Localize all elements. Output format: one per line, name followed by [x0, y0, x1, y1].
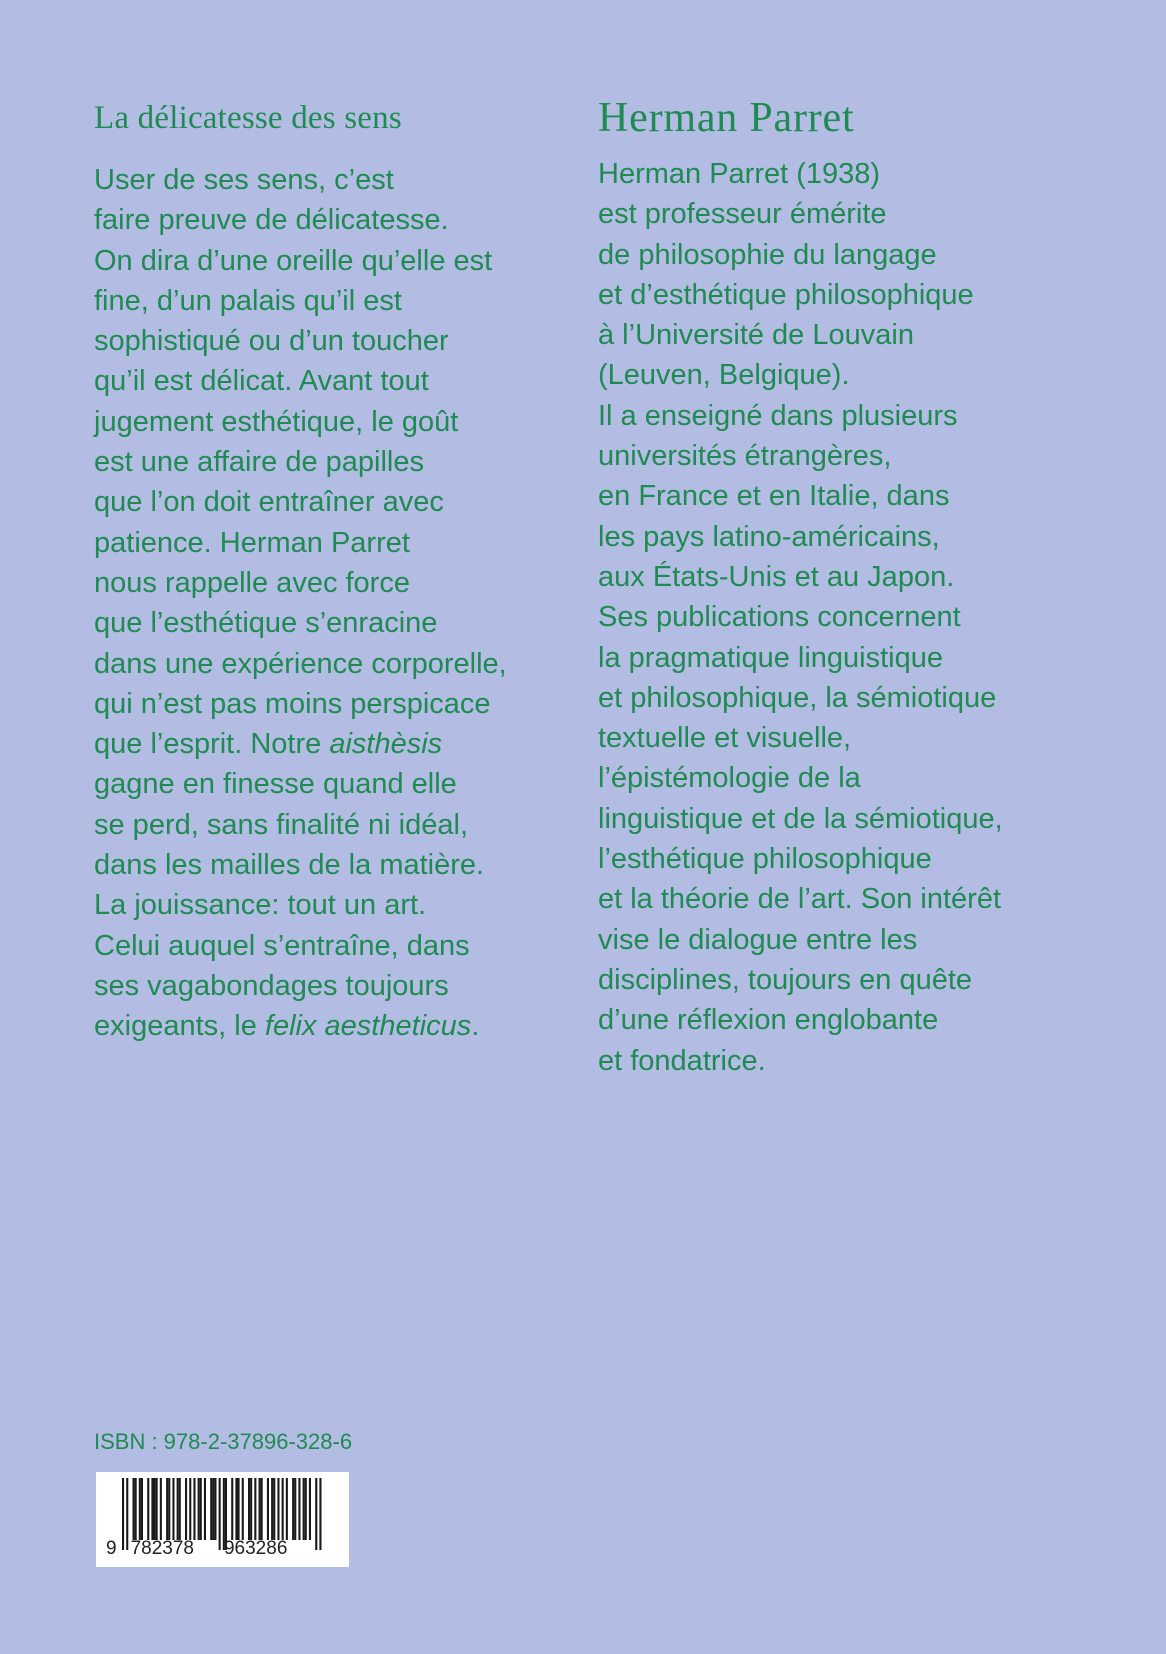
bio-line: Ses publications concernent: [598, 601, 961, 634]
barcode-bar: [212, 1478, 214, 1540]
bio-line: est professeur émérite: [598, 198, 887, 231]
barcode-bar: [305, 1478, 307, 1540]
barcode-left-group: 782378: [130, 1538, 194, 1559]
barcode-bar: [189, 1478, 191, 1540]
bio-line: universités étrangères,: [598, 440, 892, 473]
description-line: nous rappelle avec force: [94, 566, 410, 599]
barcode-bar: [238, 1478, 240, 1540]
barcode-bar: [151, 1478, 153, 1540]
description-line: gagne en finesse quand elle: [94, 768, 457, 801]
barcode-bar: [235, 1478, 237, 1540]
bio-line: en France et en Italie, dans: [598, 480, 950, 513]
bio-line: l’épistémologie de la: [598, 762, 861, 795]
description-line: fine, d’un palais qu’il est: [94, 284, 402, 317]
author-name: Herman Parret: [598, 95, 855, 141]
italic-term: aisthèsis: [329, 728, 443, 761]
description-text: que l’esprit. Notre: [94, 728, 330, 761]
description-line: qu’il est délicat. Avant tout: [94, 365, 429, 398]
bio-line: Herman Parret (1938): [598, 158, 881, 190]
description-line: La jouissance: tout un art.: [94, 889, 427, 922]
bio-line: vise le dialogue entre les: [598, 923, 918, 956]
description-line: est une affaire de papilles: [94, 446, 424, 479]
barcode-bar: [193, 1478, 195, 1540]
bio-line: aux États-Unis et au Japon.: [598, 560, 955, 593]
description-line: Celui auquel s’entraîne, dans: [94, 929, 470, 962]
barcode-bar: [177, 1478, 179, 1540]
description-line: dans une expérience corporelle,: [94, 647, 507, 680]
bio-line: à l’Université de Louvain: [598, 319, 914, 352]
barcode-bar: [185, 1478, 187, 1540]
barcode-bar: [261, 1478, 263, 1540]
barcode-bar: [298, 1478, 300, 1540]
barcode-first-digit: 9: [106, 1538, 117, 1559]
left-column: [94, 86, 564, 1047]
bio-line: Il a enseigné dans plusieurs: [598, 399, 958, 432]
bio-line: disciplines, toujours en quête: [598, 963, 973, 996]
barcode-bar: [141, 1478, 143, 1540]
barcode-bar: [273, 1478, 275, 1540]
barcode-bar: [168, 1478, 170, 1540]
barcode-bar: [172, 1478, 174, 1540]
barcode-bar: [315, 1478, 317, 1550]
description-line: On dira d’une oreille qu’elle est: [94, 244, 493, 277]
barcode-bar: [198, 1478, 200, 1540]
barcode-bar: [231, 1478, 233, 1540]
author-bio: [598, 154, 1068, 1081]
right-column: [598, 86, 1068, 1081]
barcode-bar: [254, 1478, 256, 1540]
barcode-bar: [160, 1478, 162, 1540]
description-line: sophistiqué ou d’un toucher: [94, 325, 449, 358]
barcode-bar: [271, 1478, 273, 1540]
bio-line: et la théorie de l’art. Son intérêt: [598, 883, 1002, 916]
description-line: se perd, sans finalité ni idéal,: [94, 808, 468, 841]
barcode-bar: [166, 1478, 168, 1540]
barcode-bar: [259, 1478, 261, 1540]
barcode-bar: [139, 1478, 141, 1540]
barcode-bar: [286, 1478, 288, 1540]
bio-line: et d’esthétique philosophique: [598, 278, 974, 311]
barcode-bar: [267, 1478, 269, 1540]
book-description: [94, 160, 564, 1047]
barcode-right-group: 963286: [223, 1538, 288, 1559]
barcode-bar: [294, 1478, 296, 1540]
barcode-bar: [179, 1478, 181, 1540]
barcode-bar: [248, 1478, 250, 1540]
barcode-bar: [204, 1478, 206, 1540]
description-line: jugement esthétique, le goût: [94, 405, 459, 438]
bio-line: la pragmatique linguistique: [598, 641, 943, 674]
barcode-bar: [147, 1478, 149, 1540]
description-line: [94, 1006, 564, 1046]
barcode-bar: [250, 1478, 252, 1540]
barcode-bar: [277, 1478, 279, 1540]
italic-term: felix aestheticus: [264, 1010, 472, 1043]
description-line: qui n’est pas moins perspicace: [94, 687, 491, 720]
barcode-bar: [154, 1478, 156, 1540]
barcode-bar: [242, 1478, 244, 1540]
description-line: [94, 724, 564, 764]
description-line: patience. Herman Parret: [94, 526, 410, 559]
description-line: que l’esthétique s’enracine: [94, 607, 438, 640]
barcode-bar: [133, 1478, 135, 1540]
barcode-bar: [214, 1478, 216, 1540]
barcode-bar: [309, 1478, 311, 1540]
barcode-bar: [303, 1478, 305, 1540]
bio-line: les pays latino-américains,: [598, 520, 940, 553]
bio-line: l’esthétique philosophique: [598, 843, 932, 876]
bio-line: d’une réflexion englobante: [598, 1004, 939, 1037]
description-text: exigeants, le: [94, 1010, 265, 1043]
bio-line: (Leuven, Belgique).: [598, 359, 850, 392]
bio-line: et philosophique, la sémiotique: [598, 681, 997, 714]
bio-line: textuelle et visuelle,: [598, 722, 852, 755]
barcode-bar: [210, 1478, 212, 1540]
description-line: ses vagabondages toujours: [94, 969, 449, 1002]
description-line: User de ses sens, c’est: [94, 164, 394, 196]
isbn-label: ISBN : 978-2-37896-328-6: [94, 1429, 353, 1454]
barcode-bar: [282, 1478, 284, 1540]
barcode-digits: [106, 1538, 287, 1560]
barcode-bar: [135, 1478, 137, 1540]
bio-line: et fondatrice.: [598, 1044, 766, 1077]
book-title: La délicatesse des sens: [94, 100, 402, 136]
barcode-bar: [156, 1478, 158, 1540]
description-line: faire preuve de délicatesse.: [94, 204, 449, 237]
barcode-bar: [200, 1478, 202, 1540]
description-line: que l’on doit entraîner avec: [94, 486, 444, 519]
barcode-bar: [292, 1478, 294, 1540]
barcode: [96, 1472, 349, 1567]
bio-line: linguistique et de la sémiotique,: [598, 802, 1003, 835]
description-text: .: [471, 1010, 480, 1043]
barcode-bar: [319, 1478, 321, 1550]
description-line: dans les mailles de la matière.: [94, 849, 485, 882]
bio-line: de philosophie du langage: [598, 238, 937, 271]
